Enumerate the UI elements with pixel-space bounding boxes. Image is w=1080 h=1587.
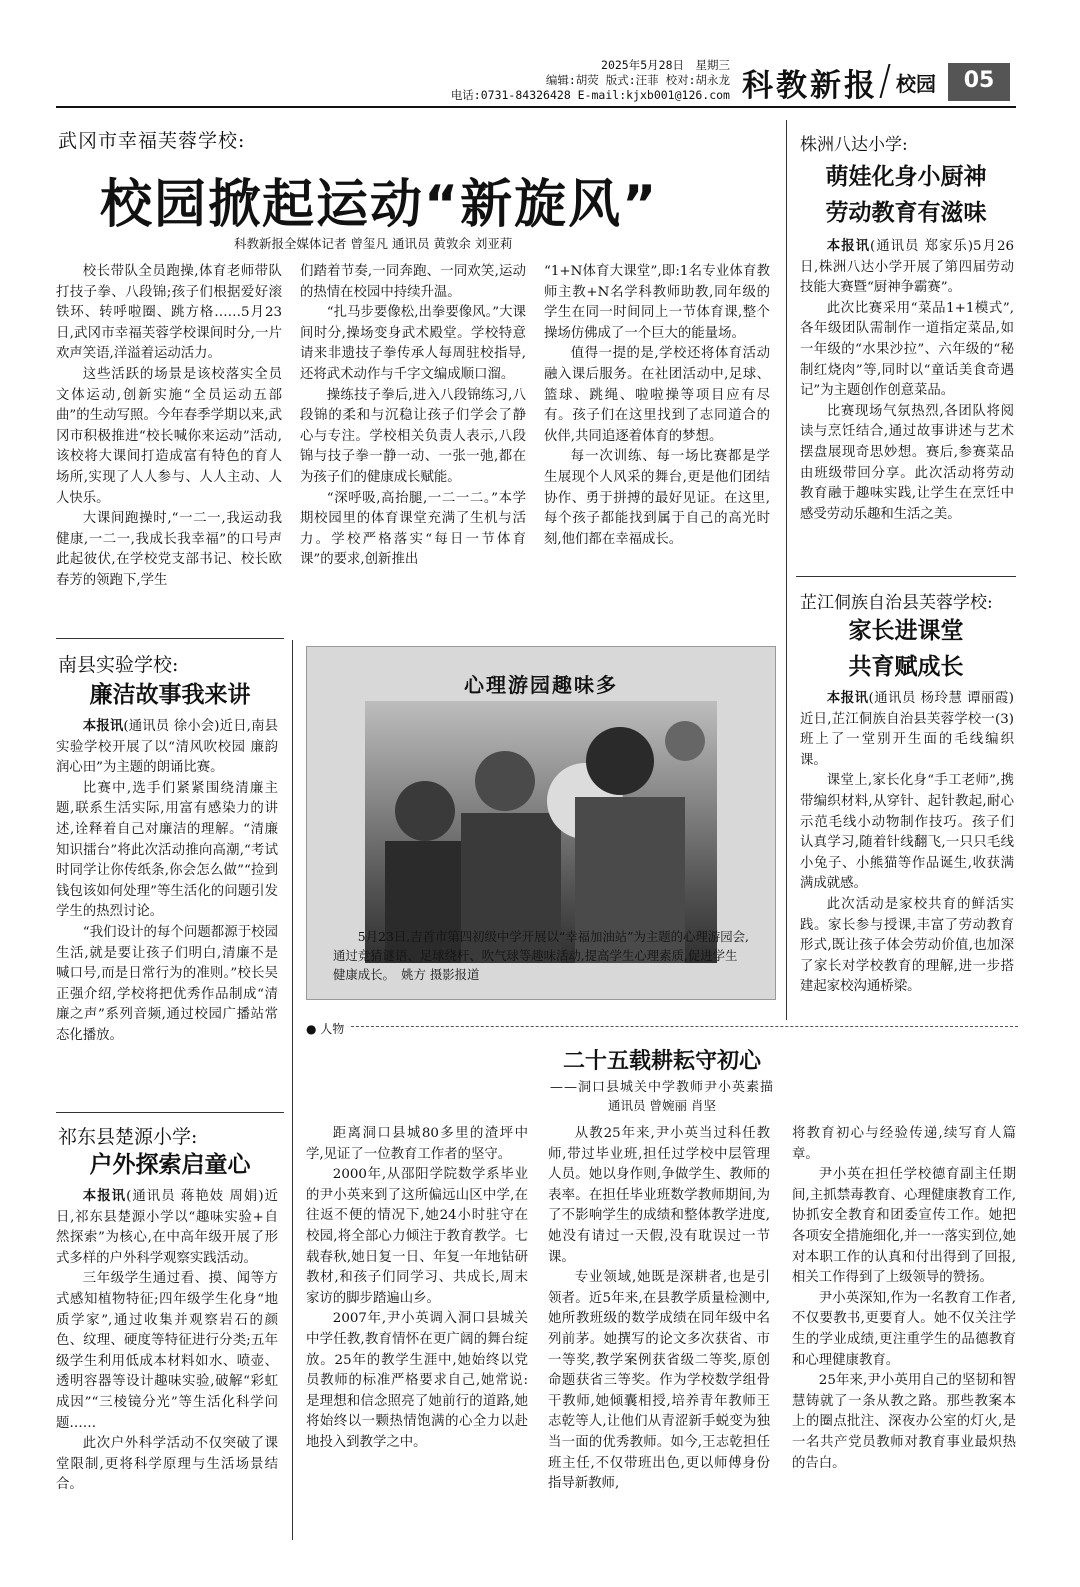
nanxian-kicker: 南县实验学校: (58, 654, 179, 676)
qidong-body (56, 1186, 278, 1496)
paragraph (56, 1186, 278, 1269)
lead-kicker: 武冈市幸福芙蓉学校: (58, 130, 246, 152)
paragraph: 此次活动是家校共育的鲜活实践。家长参与授课,丰富了劳动教育形式,既让孩子体会劳动价值,也加深了家长对学校教育的理解,进一步搭建起家校沟通桥梁。 (800, 896, 1014, 995)
lead-byline: 科教新报全媒体记者 曾玺凡 通讯员 黄敦余 刘亚莉 (234, 236, 513, 251)
feature-subtitle: ——洞口县城关中学教师尹小英素描 (549, 1080, 774, 1095)
paragraph: 比赛现场气氛热烈,各团队将阅读与烹饪结合,通过故事讲述与艺术摆盘展现奇思妙想。赛后,参赛菜品由班级带回分享。此次活动将劳动教育融于趣味实践,让学生在烹饪中感受劳动乐趣和生活之美。 (800, 403, 1014, 522)
feature-rule (306, 1026, 1018, 1027)
masthead-divider (879, 64, 890, 98)
lead-tag: 本报讯 (826, 690, 869, 706)
section-rule (796, 576, 1016, 577)
paragraph: “1+N体育大课堂”,即:1名专业体育教师主教+N名学科教师助教,同年级的学生在同一时间同上一节体育课,整个操场仿佛成了一个巨大的能量场。 (544, 264, 770, 341)
paragraph: 们踏着节奏,一同奔跑、一同欢笑,运动的热情在校园中持续升温。 (300, 264, 526, 300)
feature-column-3 (792, 1124, 1016, 1474)
section-rule (56, 1112, 284, 1113)
students-photo-illustration (365, 701, 717, 963)
feature-title: 二十五载耕耘守初心 (562, 1048, 761, 1074)
paragraph: 比赛中,选手们紧紧围绕清廉主题,联系生活实际,用富有感染力的讲述,诠释着自己对廉洁的理解。“清廉知识擂台”将此次活动推向高潮,“考试时同学让你传纸条,你会怎么做”“捡到钱包该如何处理”等生活化的问题引发学生的热烈讨论。 (56, 780, 278, 920)
zhijiang-kicker: 芷江侗族自治县芙蓉学校: (800, 593, 993, 613)
zhijiang-title-1: 家长进课堂 (848, 618, 964, 644)
section-rule (56, 638, 284, 639)
nanxian-title: 廉洁故事我来讲 (89, 682, 251, 708)
paragraph-text: (通讯员 杨玲慧 谭丽霞)近日,芷江侗族自治县芙蓉学校一(3)班上了一堂别开生面的毛线编织课。 (800, 691, 1014, 768)
paragraph: 2000年,从邵阳学院数学系毕业的尹小英来到了这所偏远山区中学,在往返不便的情况下,她24小时驻守在校园,将全部心力倾注于教育教学。七载春秋,她日复一日、年复一年地钻研教材,和孩子们同学习、共成长,周末家访的脚步踏遍山乡。 (306, 1167, 528, 1306)
paragraph: 大课间跑操时,“一二一,我运动我健康,一二一,我成长我幸福”的口号声此起彼伏,在学校党支部书记、校长欧春芳的领跑下,学生 (56, 511, 282, 588)
paragraph: 将教育初心与经验传递,续写育人篇章。 (792, 1126, 1016, 1162)
lead-tag: 本报讯 (826, 238, 870, 254)
paragraph: 每一次训练、每一场比赛都是学生展现个人风采的舞台,更是他们团结协作、勇于拼搏的最好见证。在这里,每个孩子都能找到属于自己的高光时刻,他们都在幸福成长。 (544, 449, 770, 547)
lead-headline: 校园掀起运动“新旋风” (100, 175, 659, 235)
event-photo (365, 701, 717, 963)
nanxian-body (56, 716, 278, 1047)
lead-tag: 本报讯 (82, 1188, 127, 1204)
paragraph: 2007年,尹小英调入洞口县城关中学任教,教育情怀在更广阔的舞台绽放。25年的教学生涯中,她始终以党员教师的标准严格要求自己,她常说:是理想和信念照亮了她前行的道路,她将始终以一颗热情饱满的心全力以赴地投入到教学之中。 (306, 1311, 528, 1450)
paragraph: 校长带队全员跑操,体育老师带队打技子拳、八段锦;孩子们根据爱好滚铁环、转呼啦圈、跳方格……5月23日,武冈市幸福芙蓉学校课间时分,一片欢声笑语,洋溢着运动活力。 (56, 264, 282, 362)
contact-line: 电话:0731-84326428 E-mail:kjxb001@126.com (450, 88, 730, 102)
masthead-info (360, 58, 730, 103)
paragraph (800, 688, 1014, 771)
qidong-kicker: 祁东县楚源小学: (58, 1126, 198, 1148)
paragraph: 尹小英在担任学校德育副主任期间,主抓禁毒教育、心理健康教育工作,协抓安全教育和团委宣传工作。她把各项安全措施细化,并一一落实到位,她对本职工作的认真和付出得到了回报,相关工作得到了上级领导的赞扬。 (792, 1167, 1016, 1286)
paragraph: “扎马步要像松,出拳要像风。”大课间时分,操场变身武术殿堂。学校特意请来非遗技子拳传承人每周驻校指导,还将武术动作与千字文编成顺口溜。 (300, 305, 526, 382)
photo-title: 心理游园趣味多 (464, 673, 618, 697)
issue-date: 2025年5月28日 星期三 (601, 58, 730, 72)
zhijiang-body (800, 688, 1014, 998)
photo-caption (333, 927, 749, 984)
qidong-title: 户外探索启童心 (89, 1152, 251, 1178)
caption-text: 5月23日,吉首市第四初级中学开展以“幸福加油站”为主题的心理游园会,通过竞猜谜语、足球绕杆、吹气球等趣味活动,提高学生心理素质,促进学生健康成长。 姚方 摄影报道 (333, 929, 749, 982)
paragraph: “深呼吸,高抬腿,一二一二。”本学期校园里的体育课堂充满了生机与活力。学校严格落实“每日一节体育课”的要求,创新推出 (300, 490, 526, 568)
paragraph: 课堂上,家长化身“手工老师”,携带编织材料,从穿针、起针教起,耐心示范毛线小动物制作技巧。孩子们认真学习,随着针线翻飞,一只只毛线小兔子、小熊猫等作品诞生,收获满满成就感。 (800, 773, 1014, 892)
lead-column-2 (300, 262, 526, 571)
column-divider (292, 640, 293, 1540)
photo-box (306, 646, 776, 1000)
lead-tag: 本报讯 (82, 718, 124, 734)
paragraph (56, 716, 278, 779)
zhuzhou-body (800, 236, 1014, 525)
lead-column-1 (56, 262, 282, 592)
paragraph (800, 236, 1014, 299)
paragraph: 值得一提的是,学校还将体育活动融入课后服务。在社团活动中,足球、篮球、跳绳、啦啦操等项目应有尽有。孩子们在这里找到了志同道合的伙伴,共同追逐着体育的梦想。 (544, 346, 770, 444)
feature-byline: 通讯员 曾婉丽 肖坚 (608, 1098, 716, 1113)
tag-text: 人物 (320, 1022, 345, 1036)
column-divider (786, 120, 787, 1020)
paragraph: 25年来,尹小英用自己的坚韧和智慧铸就了一条从教之路。那些教案本上的圈点批注、深夜办公室的灯火,是一名共产党员教师对教育事业最炽热的告白。 (792, 1373, 1016, 1471)
zhijiang-title-2: 共育赋成长 (848, 654, 964, 680)
paragraph: “我们设计的每个问题都源于校园生活,就是要让孩子们明白,清廉不是喊口号,而是日常行为的准则。”校长吴正强介绍,学校将把优秀作品制成“清廉之声”系列音频,通过校园广播站常态化播放。 (56, 924, 278, 1043)
zhuzhou-kicker: 株洲八达小学: (800, 135, 908, 155)
paragraph: 操练技子拳后,进入八段锦练习,八段锦的柔和与沉稳让孩子们学会了静心与专注。学校相关负责人表示,八段锦与技子拳一静一动、一张一弛,都在为孩子们的健康成长赋能。 (300, 387, 526, 485)
editors-line: 编辑:胡荧 版式:汪菲 校对:胡永龙 (545, 73, 730, 87)
paragraph: 尹小英深知,作为一名教育工作者,不仅要教书,更要育人。她不仅关注学生的学业成绩,更注重学生的品德教育和心理健康教育。 (792, 1290, 1016, 1368)
masthead-rule (56, 106, 1016, 108)
paragraph: 此次户外科学活动不仅突破了课堂限制,更将科学原理与生活场景结合。 (56, 1436, 278, 1493)
feature-column-1 (306, 1124, 528, 1454)
zhuzhou-title-1: 萌娃化身小厨神 (825, 164, 987, 190)
feature-column-2 (548, 1124, 770, 1495)
paragraph: 从教25年来,尹小英当过科任教师,带过毕业班,担任过学校中层管理人员。她以身作则,争做学生、教师的表率。在担任毕业班数学教师期间,为了不影响学生的成绩和整体教学进度,她没有请过一天假,没有耽误过一节课。 (548, 1126, 770, 1265)
paragraph-text: (通讯员 郑家乐)5月26日,株洲八达小学开展了第四届劳动技能大赛暨“厨神争霸赛”。 (800, 239, 1015, 296)
paragraph: 这些活跃的场景是该校落实全员文体运动,创新实施“全员运动五部曲”的生动写照。今年春季学期以来,武冈市积极推进“校长喊你来运动”活动,该校将大课间打造成富有特色的育人场所,实现了人人参与、人人主动、人人快乐。 (56, 366, 282, 506)
feature-tag: ● 人物 (306, 1020, 350, 1037)
section-name: 校园 (896, 72, 936, 96)
zhuzhou-title-2: 劳动教育有滋味 (825, 200, 987, 226)
lead-column-3 (544, 262, 770, 550)
paragraph: 专业领域,她既是深耕者,也是引领者。近5年来,在县教学质量检测中,她所教班级的数学成绩在同年级中名列前茅。她撰写的论文多次获省、市一等奖,教学案例获省级二等奖,原创命题获省三等奖。作为学校数学组骨干教师,她倾囊相授,培养青年教师王志乾等人,让他们从青涩新手蜕变为独当一面的优秀教师。如今,王志乾担任班主任,不仅带班出色,更以师傅身份指导新教师, (548, 1270, 770, 1492)
page-number: 05 (948, 63, 1010, 101)
paper-name: 科教新报 (742, 68, 878, 104)
paragraph: 此次比赛采用“菜品1+1模式”,各年级团队需制作一道指定菜品,如一年级的“水果沙拉”、六年级的“秘制红烧肉”等,同时以“童话美食奇遇记”为主题创作创意菜品。 (800, 300, 1014, 399)
paragraph-text: (通讯员 蒋艳妓 周娟)近日,祁东县楚源小学以“趣味实验+自然探索”为核心,在中高年级开展了形式多样的户外科学观察实践活动。 (56, 1189, 278, 1266)
paragraph: 距离洞口县城80多里的渣坪中学,见证了一位教育工作者的坚守。 (306, 1126, 528, 1162)
paragraph: 三年级学生通过看、摸、闻等方式感知植物特征;四年级学生化身“地质学家”,通过收集并观察岩石的颜色、纹理、硬度等特征进行分类;五年级学生利用低成本材料如水、喷壶、透明容器等设计趣味实验,破解“彩虹成因”“三棱镜分光”等生活化科学问题…… (56, 1271, 278, 1431)
paragraph-text: (通讯员 徐小会)近日,南县实验学校开展了以“清风吹校园 廉韵润心田”为主题的朗诵比赛。 (56, 719, 278, 776)
